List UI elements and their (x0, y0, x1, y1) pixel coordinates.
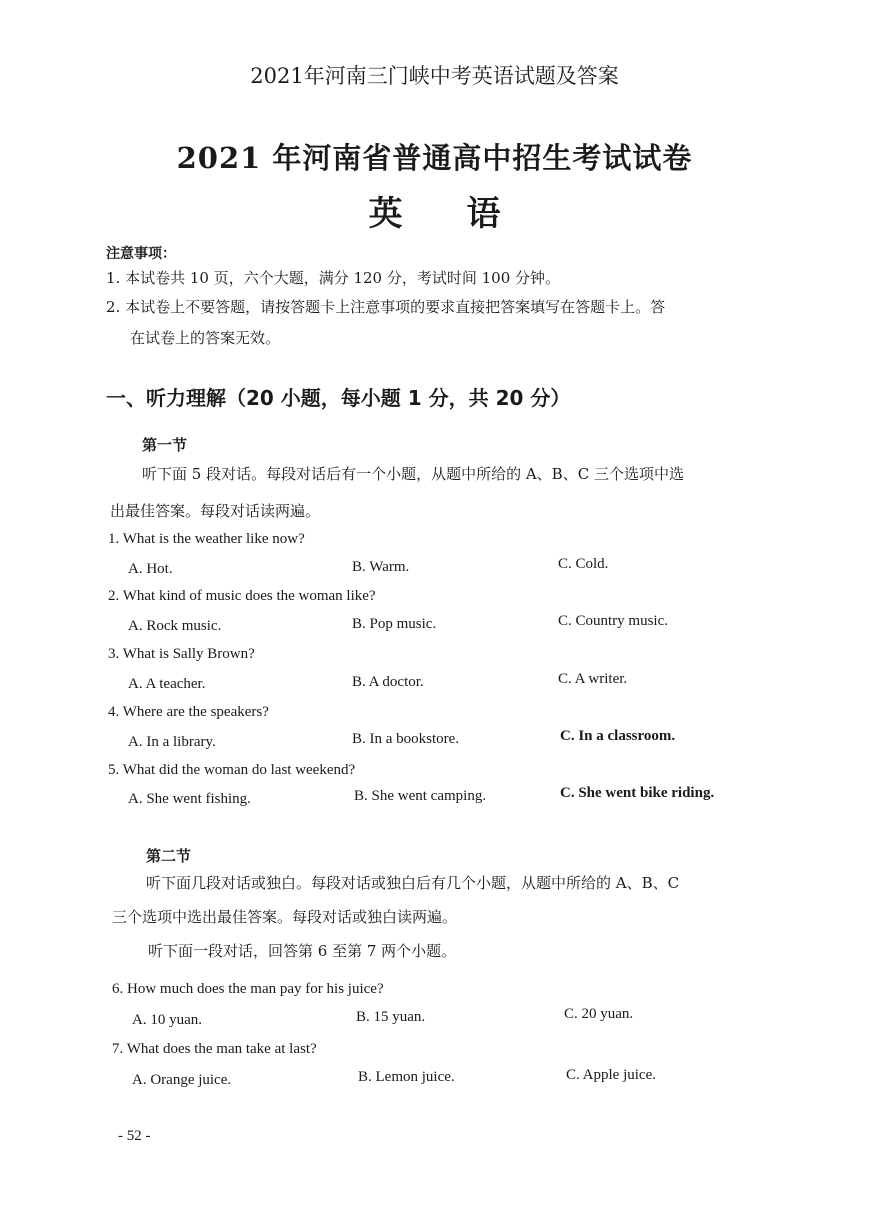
part1-instruction-line1: 听下面 5 段对话。每段对话后有一个小题，从题中所给的 A、B、C 三个选项中选 (142, 465, 684, 483)
section-heading-listening: 一、听力理解（20 小题，每小题 1 分，共 20 分） (106, 386, 571, 410)
question-6-option-c: C. 20 yuan. (564, 1006, 634, 1022)
question-6-option-a: A. 10 yuan. (132, 1012, 202, 1028)
question-2-option-b: B. Pop music. (352, 616, 437, 632)
subject-title: 英语 (368, 194, 565, 234)
part-heading-2: 第二节 (146, 847, 192, 865)
question-2: 2. What kind of music does the woman like? (108, 588, 376, 604)
question-7-option-c: C. Apple juice. (566, 1067, 656, 1083)
part-heading-1: 第一节 (142, 436, 188, 454)
part2-instruction-line1: 听下面几段对话或独白。每段对话或独白后有几个小题，从题中所给的 A、B、C (146, 874, 680, 892)
question-4-option-b: B. In a bookstore. (352, 731, 460, 747)
question-1-option-b: B. Warm. (352, 559, 410, 575)
question-6-option-b: B. 15 yuan. (356, 1009, 426, 1025)
question-5: 5. What did the woman do last weekend? (108, 762, 356, 778)
question-6: 6. How much does the man pay for his juice? (112, 981, 384, 997)
part1-instruction-line2: 出最佳答案。每段对话读两遍。 (110, 502, 321, 520)
question-3-option-b: B. A doctor. (352, 674, 424, 690)
question-1: 1. What is the weather like now? (108, 531, 305, 547)
notice-heading: 注意事项： (106, 246, 176, 262)
part2-instruction-line3: 听下面一段对话，回答第 6 至第 7 两个小题。 (148, 942, 457, 960)
question-4-option-c: C. In a classroom. (560, 728, 676, 744)
question-1-option-a: A. Hot. (128, 561, 173, 577)
question-5-option-c: C. She went bike riding. (560, 785, 715, 801)
part2-instruction-line2: 三个选项中选出最佳答案。每段对话或独白读两遍。 (112, 908, 458, 926)
notice-item-1: 1. 本试卷共 10 页，六个大题，满分 120 分，考试时间 100 分钟。 (106, 269, 561, 287)
question-3-option-a: A. A teacher. (128, 676, 206, 692)
question-5-option-a: A. She went fishing. (128, 791, 251, 807)
exam-title: 2021 年河南省普通高中招生考试试卷 (176, 141, 693, 175)
notice-item-2-continued: 在试卷上的答案无效。 (130, 329, 281, 347)
question-7-option-a: A. Orange juice. (132, 1072, 232, 1088)
question-2-option-c: C. Country music. (558, 613, 669, 629)
question-3: 3. What is Sally Brown? (108, 646, 255, 662)
question-5-option-b: B. She went camping. (354, 788, 487, 804)
question-2-option-a: A. Rock music. (128, 618, 222, 634)
page-number: - 52 - (118, 1128, 151, 1144)
question-1-option-c: C. Cold. (558, 556, 609, 572)
question-7: 7. What does the man take at last? (112, 1041, 317, 1057)
question-3-option-c: C. A writer. (558, 671, 628, 687)
question-4-option-a: A. In a library. (128, 734, 216, 750)
notice-item-2: 2. 本试卷上不要答题，请按答题卡上注意事项的要求直接把答案填写在答题卡上。答 (106, 298, 666, 316)
document-title: 2021年河南三门峡中考英语试题及答案 (250, 64, 619, 88)
question-7-option-b: B. Lemon juice. (358, 1069, 455, 1085)
question-4: 4. Where are the speakers? (108, 704, 269, 720)
